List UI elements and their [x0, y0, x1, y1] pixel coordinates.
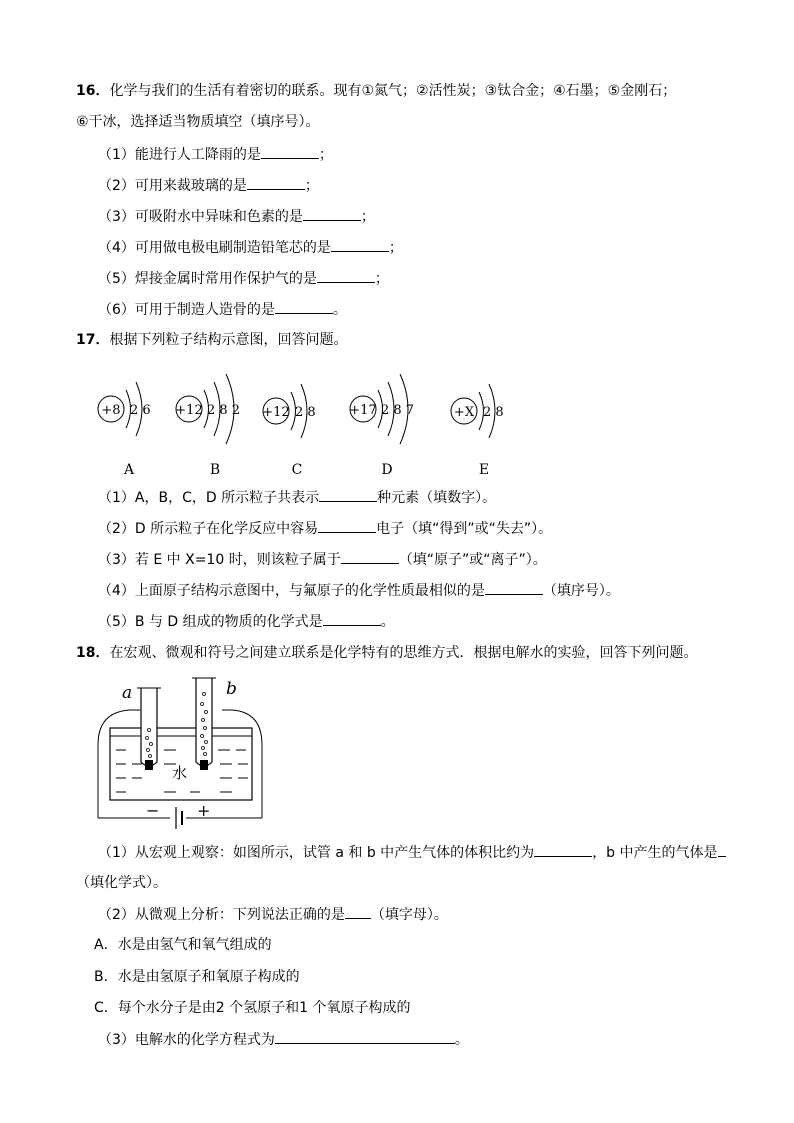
q16-item-5-text: （5）焊接金属时常用作保护气的是 — [98, 271, 317, 287]
q16-item-3 — [98, 206, 375, 227]
q17-answer-blank-1[interactable] — [319, 487, 377, 502]
q16-item-3-text: （3）可吸附水中异味和色素的是 — [98, 209, 303, 225]
q16-item-4-end: ； — [388, 240, 403, 256]
particle-c-label: C — [291, 462, 303, 478]
q18-item-3-end: 。 — [454, 1032, 469, 1048]
battery-plus-sign: + — [197, 801, 211, 820]
q17-item-5 — [98, 611, 395, 632]
q18-stem-text: 在宏观、微观和符号之间建立联系是化学特有的思维方式．根据电解水的实验，回答下列问题。 — [109, 645, 698, 661]
q18-item-2-end: （填字母）。 — [370, 907, 448, 923]
q17-answer-blank-2[interactable] — [318, 518, 376, 533]
q17-item-5-text: （5）B 与 D 组成的物质的化学式是 — [98, 614, 323, 630]
q16-item-6 — [98, 299, 347, 320]
q16-answer-blank-2[interactable] — [247, 175, 305, 190]
q18-item-1 — [98, 842, 726, 863]
particle-c-nucleus: +12 — [262, 405, 290, 420]
q17-item-3-text: （3）若 E 中 X=10 时，则该粒子属于 — [98, 552, 341, 568]
q16-answer-blank-3[interactable] — [303, 206, 361, 221]
particle-a-nucleus: +8 — [101, 403, 121, 418]
q16-stem-line1 — [76, 81, 676, 101]
q17-answer-blank-4[interactable] — [485, 580, 543, 595]
q18-item-2-text: （2）从微观上分析：下列说法正确的是 — [98, 907, 345, 923]
q18-answer-blank-gas[interactable] — [718, 842, 726, 857]
q17-number: 17． — [76, 332, 110, 348]
q16-stem-line2: ⑥干冰，选择适当物质填空（填序号）。 — [76, 114, 320, 130]
q18-option-a: A．水是由氢气和氧气组成的 — [94, 937, 272, 953]
q17-item-2 — [98, 518, 552, 539]
q17-item-2-end: 电子（填“得到”或“失去”）。 — [376, 521, 553, 537]
particle-d-shells: 2 8 7 — [381, 403, 415, 418]
q17-item-5-end: 。 — [380, 614, 395, 630]
q16-item-1-end: ； — [318, 147, 333, 163]
q17-item-3-end: （填“原子”或“离子”）。 — [398, 552, 547, 568]
q16-item-6-end: 。 — [332, 302, 347, 318]
particle-b-label: B — [209, 462, 221, 478]
q17-item-1-text: （1）A，B，C，D 所示粒子共表示 — [98, 490, 320, 506]
q16-item-2-text: （2）可用来裁玻璃的是 — [98, 178, 247, 194]
q18-item-1-mid: ，b 中产生的气体是 — [592, 845, 718, 861]
q16-answer-blank-5[interactable] — [317, 268, 375, 283]
q17-answer-blank-5[interactable] — [323, 611, 381, 626]
q18-number: 18． — [76, 645, 110, 661]
q17-stem-text: 根据下列粒子结构示意图，回答问题。 — [109, 332, 348, 348]
battery-minus-sign: − — [146, 801, 160, 820]
q17-item-4 — [98, 580, 620, 601]
q16-number: 16． — [76, 83, 110, 99]
particle-e-nucleus: +X — [453, 405, 475, 420]
particle-a-shells: 2 6 — [130, 403, 151, 418]
test-tube-b — [192, 678, 216, 770]
particle-e-label: E — [478, 462, 490, 478]
q16-item-1 — [98, 144, 333, 165]
q18-item-2 — [98, 904, 448, 925]
q16-item-5 — [98, 268, 389, 289]
tube-a-label: a — [122, 683, 133, 703]
q18-item-3 — [98, 1029, 469, 1050]
particle-b-nucleus: +12 — [175, 403, 203, 418]
q16-item-2-end: ； — [304, 178, 319, 194]
q18-option-b: B．水是由氢原子和氧原子构成的 — [94, 969, 300, 985]
q18-option-c: C．每个水分子是由2 个氢原子和1 个氧原子构成的 — [94, 1000, 411, 1016]
q16-item-3-end: ； — [360, 209, 375, 225]
particle-c-shells: 2 8 — [295, 405, 316, 420]
q17-item-1-end: 种元素（填数字）。 — [377, 490, 497, 506]
particle-d-nucleus: +17 — [349, 403, 377, 418]
q17-item-2-text: （2）D 所示粒子在化学反应中容易 — [98, 521, 319, 537]
water-label: 水 — [172, 764, 188, 782]
particle-b-shells: 2 8 2 — [207, 403, 241, 418]
q18-answer-blank-ratio[interactable] — [534, 842, 592, 857]
q18-answer-blank-choice[interactable] — [345, 904, 371, 919]
q17-item-4-text: （4）上面原子结构示意图中，与氟原子的化学性质最相似的是 — [98, 583, 485, 599]
q16-item-1-text: （1）能进行人工降雨的是 — [98, 147, 261, 163]
test-tube-a — [137, 688, 161, 770]
particle-d-label: D — [381, 462, 393, 478]
electrolysis-apparatus — [0, 670, 794, 840]
q16-answer-blank-6[interactable] — [275, 299, 333, 314]
q17-answer-blank-3[interactable] — [341, 549, 399, 564]
q17-item-3 — [98, 549, 547, 570]
q16-answer-blank-1[interactable] — [261, 144, 319, 159]
q16-item-6-text: （6）可用于制造人造骨的是 — [98, 302, 275, 318]
q18-item-1-text: （1）从宏观上观察：如图所示，试管 a 和 b 中产生气体的体积比约为 — [98, 845, 535, 861]
q16-item-2 — [98, 175, 319, 196]
q16-item-5-end: ； — [374, 271, 389, 287]
q17-stem — [76, 330, 347, 350]
q18-item-3-text: （3）电解水的化学方程式为 — [98, 1032, 275, 1048]
q16-item-4-text: （4）可用做电极电刷制造铅笔芯的是 — [98, 240, 331, 256]
particle-e-shells: 2 8 — [483, 405, 504, 420]
tube-b-label: b — [226, 679, 237, 699]
q16-stem-text: 化学与我们的生活有着密切的联系。现有①氮气；②活性炭；③钛合金；④石墨；⑤金刚石； — [109, 83, 677, 99]
q18-item-1-cont: （填化学式）。 — [76, 875, 167, 891]
particle-a-label: A — [123, 462, 135, 478]
q16-item-4 — [98, 237, 403, 258]
q17-item-1 — [98, 487, 496, 508]
q18-answer-blank-equation[interactable] — [275, 1029, 455, 1044]
q18-stem — [76, 643, 697, 663]
particle-structure-diagrams — [0, 360, 794, 480]
q17-item-4-end: （填序号）。 — [542, 583, 620, 599]
q16-answer-blank-4[interactable] — [331, 237, 389, 252]
